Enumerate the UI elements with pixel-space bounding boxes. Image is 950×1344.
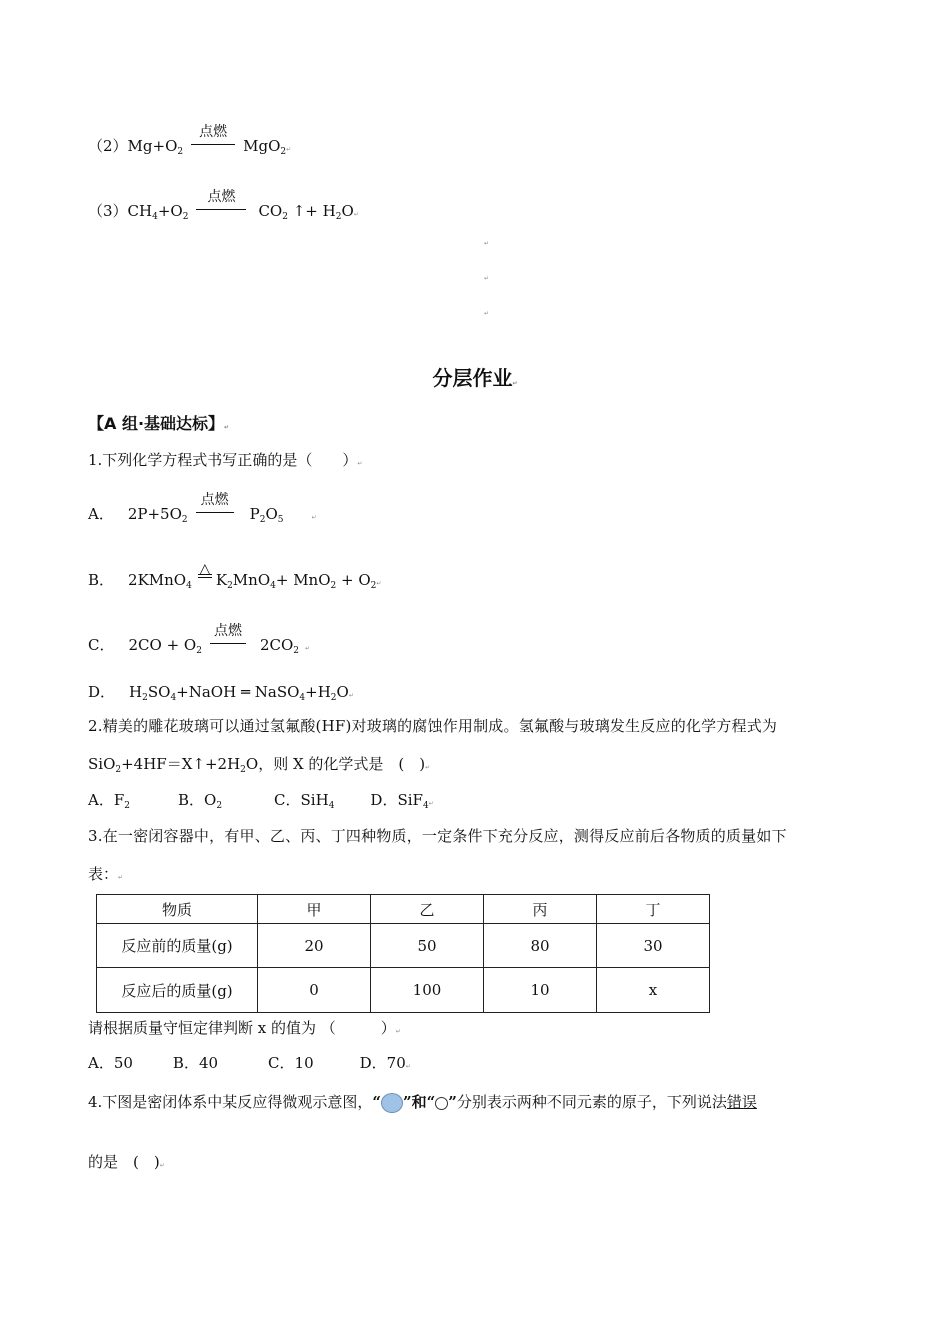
q3-options: A．50 B．40 C．10 D．70↵: [88, 1054, 411, 1072]
table-header-cell: 乙: [371, 895, 484, 924]
table-cell: 反应前的质量(g): [97, 924, 258, 968]
small-atom-icon: [435, 1097, 448, 1110]
table-cell: 10: [484, 968, 597, 1013]
table-cell: 20: [258, 924, 371, 968]
q2-option-c: C．SiH$_4$: [274, 791, 335, 811]
q1-option-d: D． $H_2SO_4+NaOH$ ═ $NaSO_4+H_2O↵$: [88, 683, 354, 703]
question-1-stem: 1.下列化学方程式书写正确的是（ ）↵: [88, 451, 363, 469]
q3-option-c: C．10: [268, 1054, 314, 1072]
reaction-condition: 点燃: [196, 204, 246, 216]
q1-option-b: B． 2KMnO$_4$ △ $K_2MnO_4+ MnO_2$ + $O_2↵$: [88, 561, 382, 591]
table-cell: 100: [371, 968, 484, 1013]
question-3-stem-line2: 表：↵: [88, 865, 124, 883]
table-header-cell: 丁: [597, 895, 710, 924]
table-row: [97, 924, 710, 968]
table-header-cell: 物质: [97, 895, 258, 924]
table-cell: 0: [258, 968, 371, 1013]
paragraph-mark: ↵: [484, 310, 490, 317]
question-3-ask: 请根据质量守恒定律判断 x 的值为 （ ）↵: [88, 1019, 401, 1037]
question-2-stem: 2.精美的雕花玻璃可以通过氢氟酸(HF)对玻璃的腐蚀作用制成。氢氟酸与玻璃发生反应的化学方程式为: [88, 717, 778, 735]
heat-condition: △: [199, 561, 211, 577]
question-4-stem: 4.下图是密闭体系中某反应得微观示意图，“ ”和“ ”分别表示两种不同元素的原子，下列说法错误: [88, 1093, 757, 1111]
equation-3: $(3)CH_4+O_2$ 点燃 $CO_2$ ↑+ $H_2O↵$: [88, 189, 359, 222]
table-cell: x: [597, 968, 710, 1013]
reaction-condition: 点燃: [196, 507, 234, 519]
paragraph-mark: ↵: [484, 275, 490, 282]
table-header-cell: 甲: [258, 895, 371, 924]
q2-option-b: B．$O_2$: [177, 791, 223, 811]
question-4-stem-line2: 的是 ( )↵: [88, 1153, 165, 1171]
wrong-underlined: 错误: [726, 1093, 757, 1111]
q1-option-c: C． $2CO + O_2$ 点燃 $2CO_2$ ↵: [88, 623, 311, 656]
equation-2: $(2)Mg+O_2$ 点燃 MgO$_2$↵: [88, 124, 292, 157]
mass-table: [96, 894, 710, 1013]
table-header-row: [97, 895, 710, 924]
table-row: [97, 968, 710, 1013]
table-cell: 50: [371, 924, 484, 968]
question-3-stem: 3.在一密闭容器中，有甲、乙、丙、丁四种物质，一定条件下充分反应，测得反应前后各物质的质量如下: [88, 827, 787, 845]
table-cell: 80: [484, 924, 597, 968]
question-2-stem-line2: $SiO_2+4HF=X↑+2H_2O$，则 X 的化学式是 ( )↵: [88, 755, 431, 775]
group-a-heading: 【A 组·基础达标】↵: [88, 414, 230, 433]
q2-options: A．$F_2$ B．$O_2$ C．SiH$_4$ D．SiF$_4$↵: [88, 791, 434, 811]
table-cell: 反应后的质量(g): [97, 968, 258, 1013]
q2-option-a: A．$F_2$: [88, 791, 130, 811]
q3-option-d: D．70: [359, 1054, 406, 1072]
q3-option-a: A．50: [88, 1054, 133, 1072]
eq2-prefix: （2）: [88, 137, 128, 155]
section-title: 分层作业↵: [432, 366, 518, 390]
table-header-cell: 丙: [484, 895, 597, 924]
reaction-condition: 点燃: [191, 139, 235, 151]
large-atom-icon: [381, 1093, 403, 1113]
table-cell: 30: [597, 924, 710, 968]
q1-option-a: A． $2P+5O_2$ 点燃 $P_2O_5$ ↵: [88, 492, 317, 525]
q3-option-b: B．40: [172, 1054, 219, 1072]
paragraph-mark: ↵: [484, 240, 490, 247]
q2-option-d: D．SiF$_4$: [370, 791, 429, 811]
reaction-condition: 点燃: [210, 638, 246, 650]
